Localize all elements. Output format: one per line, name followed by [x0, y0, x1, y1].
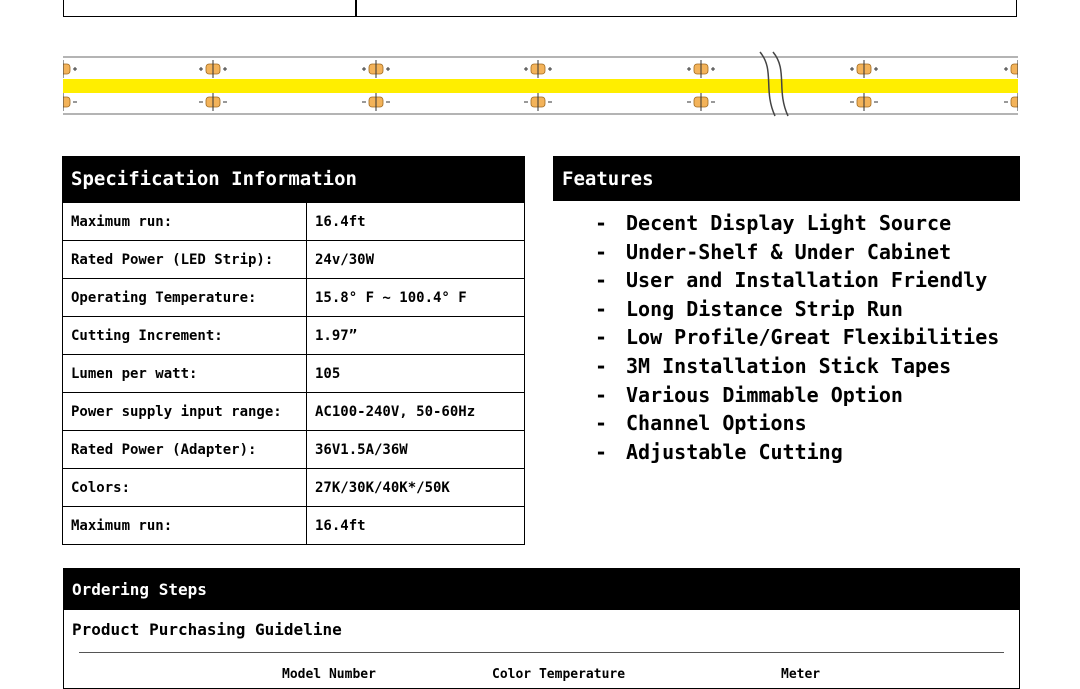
feature-bullet: -: [595, 239, 608, 264]
spec-label: Rated Power (LED Strip):: [63, 241, 307, 279]
solder-pad: [63, 64, 70, 74]
solder-pad: [1011, 97, 1018, 107]
ordering-title: Ordering Steps: [72, 579, 207, 599]
solder-pad: [63, 97, 70, 107]
spec-value: 16.4ft: [307, 203, 525, 241]
column-model-number: Model Number: [282, 667, 376, 682]
spec-value: 27K/30K/40K*/50K: [307, 469, 525, 507]
feature-item: [595, 381, 999, 410]
ordering-header: [63, 568, 1020, 610]
feature-item: [595, 295, 999, 324]
feature-bullet: -: [595, 411, 608, 436]
spec-label: Lumen per watt:: [63, 355, 307, 393]
spec-row: [63, 203, 525, 241]
feature-text: Various Dimmable Option: [626, 382, 903, 407]
spec-row: [63, 355, 525, 393]
feature-text: Low Profile/Great Flexibilities: [626, 325, 1000, 350]
feature-text: Long Distance Strip Run: [626, 296, 903, 321]
feature-item: [595, 238, 999, 267]
feature-text: Under-Shelf & Under Cabinet: [626, 239, 952, 264]
cob-light-band: [63, 79, 1018, 93]
feature-item: [595, 438, 999, 467]
feature-text: User and Installation Friendly: [626, 268, 988, 293]
spec-label: Maximum run:: [63, 507, 307, 545]
spec-row: [63, 279, 525, 317]
feature-bullet: -: [595, 268, 608, 293]
top-table-fragment: [63, 0, 1017, 17]
feature-bullet: -: [595, 325, 608, 350]
spec-value: 36V1.5A/36W: [307, 431, 525, 469]
feature-item: [595, 409, 999, 438]
spec-row: [63, 393, 525, 431]
spec-label: Cutting Increment:: [63, 317, 307, 355]
column-meter: Meter: [781, 667, 821, 682]
feature-item: [595, 209, 999, 238]
spec-value: 15.8° F ~ 100.4° F: [307, 279, 525, 317]
spec-value: 1.97”: [307, 317, 525, 355]
feature-text: 3M Installation Stick Tapes: [626, 353, 952, 378]
feature-bullet: -: [595, 296, 608, 321]
spec-label: Operating Temperature:: [63, 279, 307, 317]
features-list: [595, 209, 999, 466]
spec-label: Maximum run:: [63, 203, 307, 241]
specification-table: [62, 202, 525, 545]
spec-value: 105: [307, 355, 525, 393]
solder-pad: [1011, 64, 1018, 74]
spec-row: [63, 507, 525, 545]
spec-label: Power supply input range:: [63, 393, 307, 431]
specification-header: [62, 156, 525, 202]
spec-row: [63, 317, 525, 355]
led-strip-illustration: [63, 50, 1018, 120]
feature-item: [595, 352, 999, 381]
specification-title: Specification Information: [71, 168, 357, 190]
feature-text: Decent Display Light Source: [626, 211, 952, 235]
features-header: [553, 156, 1020, 201]
feature-item: [595, 266, 999, 295]
top-table-divider: [355, 0, 357, 16]
spec-row: [63, 241, 525, 279]
spec-label: Rated Power (Adapter):: [63, 431, 307, 469]
feature-bullet: -: [595, 439, 608, 464]
feature-text: Channel Options: [626, 411, 807, 436]
spec-value: 16.4ft: [307, 507, 525, 545]
feature-bullet: -: [595, 382, 608, 407]
spec-label: Colors:: [63, 469, 307, 507]
column-color-temperature: Color Temperature: [492, 667, 626, 682]
feature-bullet: -: [595, 211, 608, 235]
feature-item: [595, 323, 999, 352]
ordering-subtitle: Product Purchasing Guideline: [72, 620, 342, 639]
spec-value: AC100-240V, 50-60Hz: [307, 393, 525, 431]
features-title: Features: [562, 167, 654, 190]
spec-row: [63, 431, 525, 469]
feature-bullet: -: [595, 353, 608, 378]
spec-row: [63, 469, 525, 507]
ordering-divider: [79, 652, 1004, 653]
spec-value: 24v/30W: [307, 241, 525, 279]
feature-text: Adjustable Cutting: [626, 439, 843, 464]
